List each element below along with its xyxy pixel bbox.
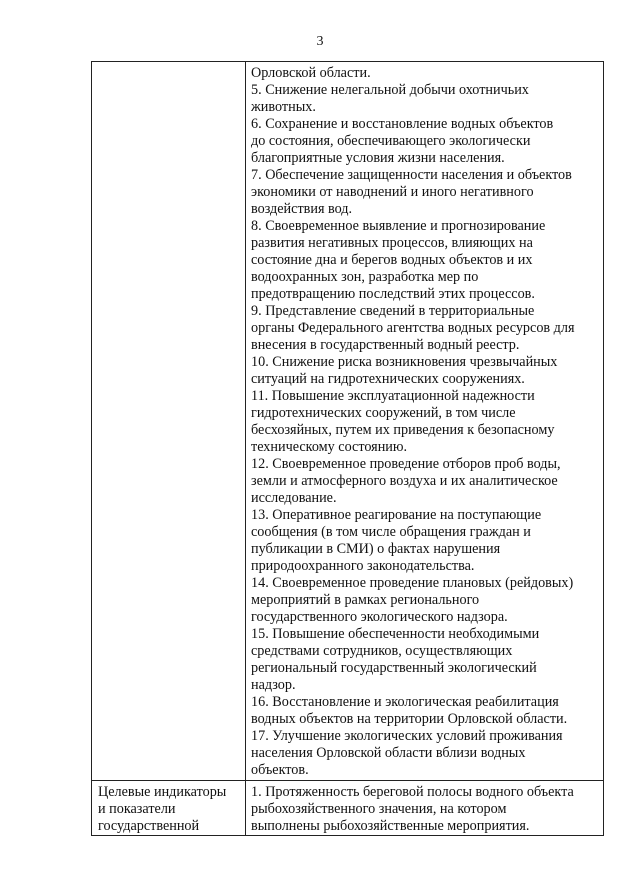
text-line: воздействия вод. — [251, 201, 353, 217]
text-line: 10. Снижение риска возникновения чрезвычайных — [251, 354, 558, 370]
text-line: и показатели — [98, 801, 176, 817]
text-line: исследование. — [251, 490, 337, 506]
text-line: 6. Сохранение и восстановление водных объектов — [251, 116, 554, 132]
text-line: 16. Восстановление и экологическая реабилитация — [251, 694, 559, 710]
text-line: бесхозяйных, путем их приведения к безопасному — [251, 422, 555, 438]
text-line: развития негативных процессов, влияющих на — [251, 235, 533, 251]
text-line: водных объектов на территории Орловской области. — [251, 711, 568, 727]
text-line: состояние дна и берегов водных объектов и их — [251, 252, 533, 268]
text-line: 9. Представление сведений в территориальные — [251, 303, 535, 319]
text-line: публикации в СМИ) о фактах нарушения — [251, 541, 501, 557]
indicators-content-cell — [246, 781, 604, 836]
table-row-indicators — [92, 781, 604, 836]
text-line: благоприятные условия жизни населения. — [251, 150, 505, 166]
tasks-label-cell — [92, 62, 246, 781]
text-line: рыбохозяйственного значения, на котором — [251, 801, 507, 817]
text-line: региональный государственный экологический — [251, 660, 537, 676]
text-line: водоохранных зон, разработка мер по — [251, 269, 479, 285]
text-line: 1. Протяженность береговой полосы водного объекта — [251, 784, 574, 800]
text-line: средствами сотрудников, осуществляющих — [251, 643, 513, 659]
text-line: объектов. — [251, 762, 309, 778]
text-line: гидротехнических сооружений, в том числе — [251, 405, 516, 421]
text-line: государственной — [98, 818, 200, 834]
text-line: экономики от наводнений и иного негативного — [251, 184, 534, 200]
text-line: 11. Повышение эксплуатационной надежности — [251, 388, 535, 404]
text-line: 5. Снижение нелегальной добычи охотничьих — [251, 82, 529, 98]
text-line: земли и атмосферного воздуха и их аналитическое — [251, 473, 558, 489]
text-line: 15. Повышение обеспеченности необходимыми — [251, 626, 540, 642]
text-line: 8. Своевременное выявление и прогнозирование — [251, 218, 546, 234]
tasks-content-text — [246, 62, 603, 779]
text-line: животных. — [251, 99, 316, 115]
text-line: 7. Обеспечение защищенности населения и объектов — [251, 167, 572, 183]
text-line: 14. Своевременное проведение плановых (рейдовых) — [251, 575, 574, 591]
text-line: Целевые индикаторы — [98, 784, 227, 800]
indicators-label-cell — [92, 781, 246, 836]
program-passport-table — [91, 61, 604, 836]
indicators-content-text — [246, 781, 603, 835]
text-line: 12. Своевременное проведение отборов проб воды, — [251, 456, 561, 472]
indicators-label-text — [92, 781, 245, 835]
tasks-label-text — [92, 62, 245, 65]
text-line: до состояния, обеспечивающего экологически — [251, 133, 531, 149]
text-line: 13. Оперативное реагирование на поступающие — [251, 507, 542, 523]
text-line: государственного экологического надзора. — [251, 609, 508, 625]
text-line: техническому состоянию. — [251, 439, 408, 455]
text-line: сообщения (в том числе обращения граждан и — [251, 524, 531, 540]
text-line: 17. Улучшение экологических условий проживания — [251, 728, 563, 744]
text-line: надзор. — [251, 677, 296, 693]
text-line: выполнены рыбохозяйственные мероприятия. — [251, 818, 530, 834]
page-number: 3 — [316, 34, 324, 49]
text-line: предотвращению последствий этих процессов. — [251, 286, 535, 302]
text-line: ситуаций на гидротехнических сооружениях. — [251, 371, 525, 387]
text-line: Орловской области. — [251, 65, 371, 81]
text-line: природоохранного законодательства. — [251, 558, 475, 574]
text-line: органы Федерального агентства водных ресурсов для — [251, 320, 575, 336]
text-line: мероприятий в рамках регионального — [251, 592, 480, 608]
text-line: внесения в государственный водный реестр. — [251, 337, 520, 353]
table-row-tasks — [92, 62, 604, 781]
tasks-content-cell — [246, 62, 604, 781]
text-line: населения Орловской области вблизи водных — [251, 745, 526, 761]
